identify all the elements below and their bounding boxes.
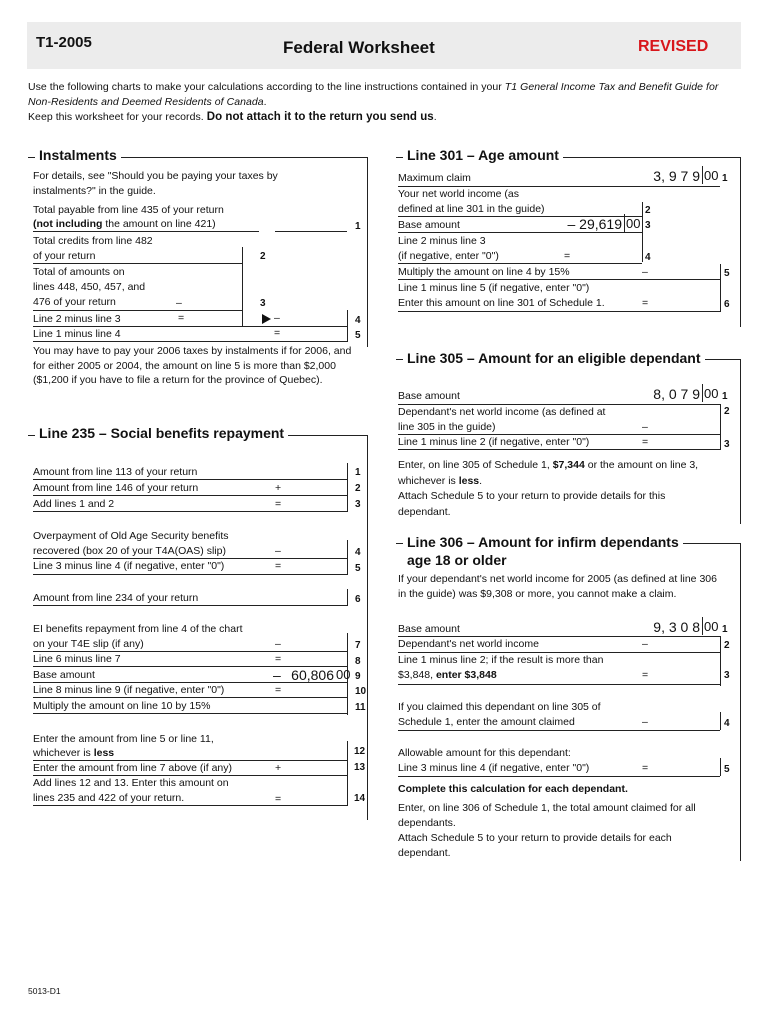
inst-row3a: Total of amounts on [33, 266, 125, 278]
l235-row6: Amount from line 234 of your return [33, 592, 199, 604]
l235-row5: Line 3 minus line 4 (if negative, enter "0") [33, 560, 225, 572]
l301-row6b: Enter this amount on line 301 of Schedule 1. [398, 297, 605, 309]
l306-complete: Complete this calculation for each dependant. [398, 783, 628, 795]
l235-row14a: Add lines 12 and 13. Enter this amount on [33, 777, 229, 789]
l301-row2a: Your net world income (as [398, 188, 520, 200]
inst-op-minus2: – [274, 312, 280, 324]
l306-row3b: $3,848, enter $3,848 [398, 669, 497, 681]
l235-num-1: 1 [355, 467, 361, 478]
l235-row11: Multiply the amount on line 10 by 15% [33, 700, 211, 712]
l305-num-2: 2 [724, 406, 730, 417]
l235-row13: Enter the amount from line 7 above (if any) [33, 762, 233, 774]
l301-op-eq: = [564, 250, 571, 262]
page-title: Federal Worksheet [283, 38, 435, 57]
l301-num-4: 4 [645, 252, 651, 263]
l301-base-cents: 00 [626, 216, 641, 231]
l306-base-cents: 00 [704, 619, 719, 634]
l305-base-cents: 00 [704, 386, 719, 401]
l305-op-eq: = [642, 436, 649, 448]
l306-row3a: Line 1 minus line 2; if the result is more than [398, 654, 604, 666]
instalments-details: For details, see "Should you be paying your taxes by instalments?" in the guide. [33, 170, 278, 197]
l306-num-5: 5 [724, 764, 730, 775]
l301-row3: Base amount [398, 219, 460, 231]
l235-op-minus3: – [273, 667, 281, 683]
l235-op-plus2: + [275, 762, 282, 774]
l301-num-3: 3 [645, 220, 651, 231]
l306-num-4: 4 [724, 718, 730, 729]
l301-num-2: 2 [645, 205, 651, 216]
l306-op-minus: – [642, 638, 648, 650]
l235-row12b: whichever is less [33, 747, 115, 759]
l235-row4a: Overpayment of Old Age Security benefits [33, 530, 229, 542]
inst-row4: Line 2 minus line 3 [33, 313, 121, 325]
l306-intro: If your dependant's net world income for 2005 (as defined at line 306 in the guide) was $9,308 or more, you cannot make a claim. [398, 573, 717, 600]
l235-num-9: 9 [355, 671, 361, 682]
l306-op-eq: = [642, 669, 649, 681]
instalments-title: Instalments [35, 147, 121, 163]
l305-row3: Line 1 minus line 2 (if negative, enter "0") [398, 436, 590, 448]
l235-op-eq2: = [275, 560, 282, 572]
l305-note2: Attach Schedule 5 to your return to provide details for this dependant. [398, 490, 666, 518]
l235-num-6: 6 [355, 594, 361, 605]
line306-title-b: age 18 or older [403, 552, 511, 568]
l301-num-1: 1 [722, 173, 728, 184]
inst-num-4: 4 [355, 315, 361, 326]
inst-row2b: of your return [33, 250, 96, 262]
l306-row2: Dependant's net world income [398, 638, 539, 650]
l235-row9: Base amount [33, 669, 95, 681]
inst-field-1[interactable] [275, 231, 347, 232]
intro-text: Use the following charts to make your calculations according to the line instructions contained in your T1 General Income Tax and Benefit Guide for Non-Residents and Deemed Residents of Canada. Keep this worksheet for your records. Do not attach it to the return you send us. [28, 81, 719, 123]
l301-row5: Multiply the amount on line 4 by 15% [398, 266, 570, 278]
l235-row12a: Enter the amount from line 5 or line 11, [33, 733, 214, 745]
l235-num-5: 5 [355, 563, 361, 574]
l235-num-12: 12 [354, 746, 366, 757]
revised-stamp: REVISED [638, 38, 709, 55]
inst-num-2: 2 [260, 251, 266, 262]
l306-row1: Base amount [398, 623, 460, 635]
l306-end1: Enter, on line 306 of Schedule 1, the total amount claimed for all dependants. [398, 802, 696, 829]
l301-row1: Maximum claim [398, 172, 471, 184]
l235-base-amount: 60,806 [291, 667, 334, 683]
l305-num-1: 1 [722, 391, 728, 402]
l235-num-3: 3 [355, 499, 361, 510]
l235-row8: Line 6 minus line 7 [33, 653, 121, 665]
inst-op-minus: – [176, 297, 182, 309]
l235-num-2: 2 [355, 483, 361, 494]
l301-row6a: Line 1 minus line 5 (if negative, enter "0") [398, 282, 590, 294]
l301-max-cents: 00 [704, 168, 719, 183]
l235-op-plus: + [275, 482, 282, 494]
l301-op-eq2: = [642, 297, 649, 309]
l235-num-13: 13 [354, 762, 366, 773]
l235-op-eq5: = [275, 793, 282, 805]
inst-op-eq2: = [274, 327, 281, 339]
l235-row4b: recovered (box 20 of your T4A(OAS) slip) [33, 545, 226, 557]
l235-op-eq: = [275, 498, 282, 510]
inst-num-3: 3 [260, 298, 266, 309]
l235-row10: Line 8 minus line 9 (if negative, enter "0") [33, 684, 225, 696]
l235-row1: Amount from line 113 of your return [33, 466, 198, 478]
l235-base-cents: 00 [336, 667, 351, 682]
l235-num-8: 8 [355, 656, 361, 667]
l301-row2b: defined at line 301 in the guide) [398, 203, 545, 215]
l306-base-amount: 9, 3 0 8 [653, 619, 700, 635]
l306-op-eq2: = [642, 762, 649, 774]
l305-note: Enter, on line 305 of Schedule 1, $7,344 or the amount on line 3, whichever is less. [398, 459, 699, 487]
l301-row4a: Line 2 minus line 3 [398, 235, 486, 247]
inst-row5: Line 1 minus line 4 [33, 328, 121, 340]
l301-row4b: (if negative, enter "0") [398, 250, 499, 262]
inst-num-1: 1 [355, 221, 361, 232]
l305-base-amount: 8, 0 7 9 [653, 386, 700, 402]
l235-row3: Add lines 1 and 2 [33, 498, 115, 510]
l306-op-minus2: – [642, 716, 648, 728]
l235-op-eq3: = [275, 653, 282, 665]
inst-row1a: Total payable from line 435 of your return [33, 204, 224, 216]
line235-title: Line 235 – Social benefits repayment [35, 425, 288, 441]
l235-row14b: lines 235 and 422 of your return. [33, 792, 185, 804]
l306-num-3: 3 [724, 670, 730, 681]
l306-row4b: Schedule 1, enter the amount claimed [398, 716, 575, 728]
arrow-right-icon [262, 314, 271, 324]
l235-num-14: 14 [354, 793, 366, 804]
l305-num-3: 3 [724, 439, 730, 450]
inst-row1b: (not including the amount on line 421) [33, 218, 216, 230]
instalments-note: You may have to pay your 2006 taxes by instalments if for 2006, and for either 2005 or 2004, the amount on line 5 is more than $2,000 ($1,200 if you have to file a return for the province of Quebec). [33, 345, 352, 386]
l306-row5a: Allowable amount for this dependant: [398, 747, 571, 759]
l235-num-7: 7 [355, 640, 361, 651]
l235-op-minus: – [275, 545, 281, 557]
inst-row3b: lines 448, 450, 457, and [33, 281, 146, 293]
l306-row5b: Line 3 minus line 4 (if negative, enter "0") [398, 762, 590, 774]
l301-num-6: 6 [724, 299, 730, 310]
l306-num-2: 2 [724, 640, 730, 651]
l235-op-minus2: – [275, 638, 281, 650]
l235-row7b: on your T4E slip (if any) [33, 638, 144, 650]
l235-num-10: 10 [355, 686, 367, 697]
inst-field-3[interactable] [178, 310, 242, 311]
inst-op-eq: = [178, 312, 185, 324]
inst-num-5: 5 [355, 330, 361, 341]
inst-field-2[interactable] [178, 263, 242, 264]
form-id: T1-2005 [36, 34, 92, 51]
line301-title: Line 301 – Age amount [403, 147, 563, 163]
l306-num-1: 1 [722, 624, 728, 635]
l305-row1: Base amount [398, 390, 460, 402]
l306-row4a: If you claimed this dependant on line 305 of [398, 701, 601, 713]
l301-num-5: 5 [724, 268, 730, 279]
l305-row2b: line 305 in the guide) [398, 421, 496, 433]
l235-num-4: 4 [355, 547, 361, 558]
inst-row2a: Total credits from line 482 [33, 235, 153, 247]
inst-row3c: 476 of your return [33, 296, 116, 308]
l306-end2: Attach Schedule 5 to your return to provide details for each dependant. [398, 832, 672, 859]
line305-title: Line 305 – Amount for an eligible dependant [403, 350, 705, 366]
l235-op-eq4: = [275, 684, 282, 696]
l235-row7a: EI benefits repayment from line 4 of the chart [33, 623, 243, 635]
l235-num-11: 11 [355, 702, 366, 713]
l301-base-amount: – 29,619 [567, 216, 622, 232]
l235-row2: Amount from line 146 of your return [33, 482, 199, 494]
l301-max-amount: 3, 9 7 9 [653, 168, 700, 184]
l305-row2a: Dependant's net world income (as defined at [398, 406, 606, 418]
line306-title-a: Line 306 – Amount for infirm dependants [403, 534, 683, 550]
l301-op-minus: – [642, 266, 648, 278]
l305-op-minus: – [642, 421, 648, 433]
form-code: 5013-D1 [28, 986, 61, 996]
